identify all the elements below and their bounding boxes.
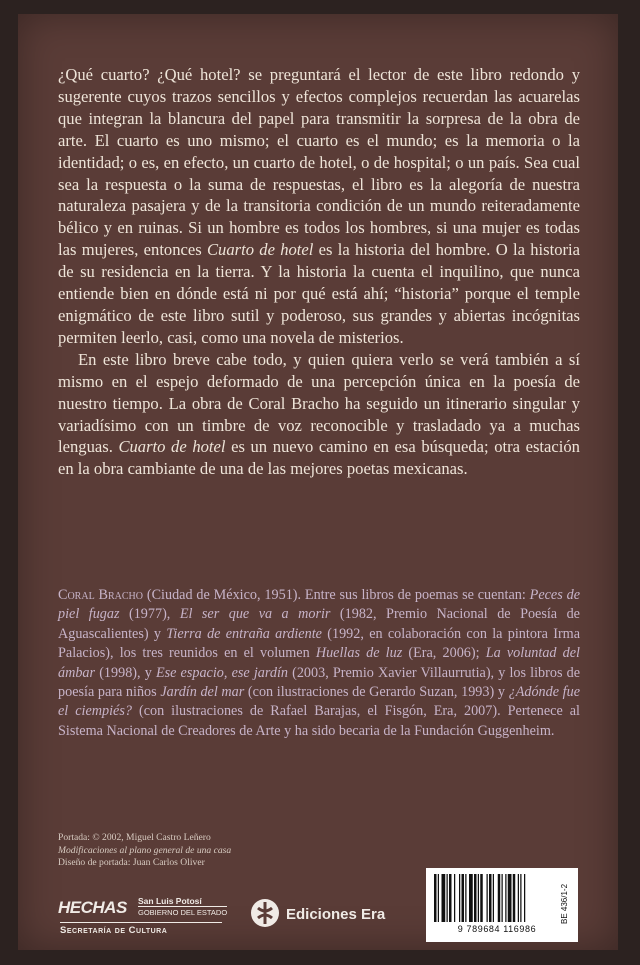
slp-logo: San Luis Potosí GOBIERNO DEL ESTADO	[138, 896, 228, 917]
secretaria-cultura-logo: Secretaría de Cultura	[60, 922, 222, 936]
blurb	[58, 64, 580, 480]
credit-design: Diseño de portada: Juan Carlos Oliver	[58, 857, 205, 869]
sponsor-logos	[58, 892, 418, 938]
era-emblem-icon	[250, 898, 280, 928]
credit-portada: Portada: © 2002, Miguel Castro Leñero	[58, 832, 211, 843]
author-bio: Coral Bracho (Ciudad de México, 1951). Entre sus libros de poemas se cuentan: Peces de piel fugaz (1977), El ser que va a morir (1982, Premio Nacional de Poesía de Aguascalientes) y Tierra de entraña ardiente (1992, en colaboración con la pintora Irma Palacios), los tres reunidos en el volumen Huellas de luz (Era, 2006); La voluntad del ámbar (1998), y Ese espacio, ese jardín (2003, Premio Xavier Villaurrutia), y los libros de poesía para niños Jardín del mar (con ilustraciones de Gerardo Suzan, 1993) y ¿Adónde fue el ciempiés? (con ilustraciones de Rafael Barajas, el Fisgón, Era, 2007). Pertenece al Sistema Nacional de Creadores de Arte y ha sido becaria de la Fundación Guggenheim.	[58, 587, 581, 739]
credit-artwork-title: Modificaciones al plano general de una casa	[58, 844, 232, 856]
book-title: Cuarto de hotel	[206, 240, 314, 260]
author-name: Coral Bracho	[58, 587, 144, 603]
hechas-logo: HECHAS	[58, 898, 127, 917]
isbn-number: 9 789684 116986	[457, 924, 537, 934]
publisher-name: Ediciones Era	[286, 906, 386, 923]
book-title: Cuarto de hotel	[118, 437, 226, 457]
blurb-paragraph-2: En este libro breve cabe todo, y quien quiera verlo se verá también a sí mismo en el espejo deformado de una percepción única en la poesía de nuestro tiempo. La obra de Coral Bracho ha seguido un itinerario singular y variadísimo con un timbre de voz reconocible y trasladado ya a muchas lenguas. Cuarto de hotel es un nuevo camino en esa búsqueda; otra estación en la obra cambiante de una de las mejores poetas mexicanas.	[58, 349, 580, 479]
barcode-bars	[432, 874, 560, 922]
blurb-paragraph-1: ¿Qué cuarto? ¿Qué hotel? se preguntará el lector de este libro redondo y sugerente cuyos trazos sencillos y efectos complejos recuerdan las acuarelas que integran la blancura del papel para transmitir la sorpresa de la obra de arte. El cuarto es uno mismo; el cuarto es el mundo; es la memoria o la identidad; o es, en efecto, un cuarto de hotel, o de hospital; o un país. Sea cual sea la respuesta o la suma de respuestas, el libro es la alegoría de nuestra naturaleza pasajera y de la transitoria condición de un mundo reiteradamente bélico y en ruinas. Si un hombre es todos los hombres, si una mujer es todas las mujeres, entonces Cuarto de hotel es la historia del hombre. O la historia de su residencia en la tierra. Y la historia la cuenta el inquilino, que nunca entiende bien en dónde está ni por qué está ahí; “historia” porque el temple enigmático de este libro sutil y poderoso, sus grandes y abiertas incógnitas permiten leerlo, casi, como una novela de misterios.	[58, 65, 580, 347]
isbn-barcode	[426, 868, 578, 942]
product-code: BE 436/1-2	[560, 883, 569, 925]
cover-credits	[58, 832, 378, 870]
